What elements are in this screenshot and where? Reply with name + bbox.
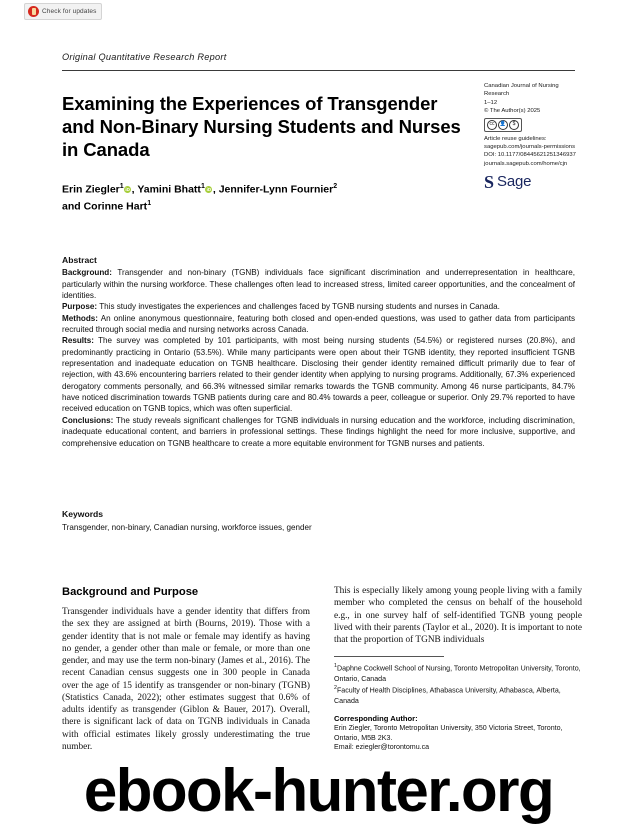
running-head: Original Quantitative Research Report (62, 52, 227, 62)
author-name-4: Corinne Hart (83, 200, 148, 213)
sage-logo (484, 171, 594, 192)
author-name-2: Yamini Bhatt (137, 183, 201, 196)
crossmark-icon (28, 6, 39, 17)
body-paragraph: Transgender individuals have a gender identity that differs from the sex they are assigned at birth (Bourns, 2019). Those with a gender identity that is not male or female may identify as having no gender, a gender other than male or female, or more than one gender, and may use the term non-binary (James et al., 2016). The recent Canadian census suggests one in 300 people in Canada over the age of 15 identify as transgender or non-binary (TGNB) (Statistics Canada, 2022); other estimates suggest that 0.6% of adults identify as transgender (Giblon & Bauer, 2017). Overall, there is significant lack of data on TGNB individuals in Canada with official estimates likely grossly underestimating the true number. (62, 607, 310, 752)
corresponding-author-address: Erin Ziegler, Toronto Metropolitan University, 350 Victoria Street, Toronto, Ontario, M5B 2K3. (334, 723, 563, 742)
abstract-paragraph (62, 335, 575, 414)
corresponding-author-email[interactable]: Email: eziegler@torontomu.ca (334, 743, 430, 752)
affiliation-2-marker: 2 (334, 685, 337, 692)
body-column-right (334, 585, 582, 753)
author-affil-sup-3: 2 (333, 183, 338, 190)
author-name-1: Erin Ziegler (62, 183, 120, 196)
author-name-3: Jennifer-Lynn Fournier (218, 183, 334, 196)
abstract-section-text: Transgender and non-binary (TGNB) individuals face significant discrimination and underrepresentation in healthcare, particularly within the nursing workforce. These challenges often lead to increased stress, limited career opportunities, and the concealment of identities. (62, 268, 575, 301)
check-for-updates-label: Check for updates (42, 8, 97, 15)
sage-wordmark: Sage (497, 172, 532, 190)
reuse-guidelines-link[interactable]: sagepub.com/journals-permissions (484, 143, 576, 150)
author-list (62, 180, 482, 214)
abstract-body (62, 267, 575, 449)
author-separator-1: , (131, 183, 138, 196)
journal-pages: 1–12 (484, 99, 498, 106)
author-conjunction: and (62, 200, 84, 213)
sage-s-mark-icon: S (484, 171, 495, 192)
abstract-paragraph (62, 301, 575, 312)
abstract-section (62, 255, 575, 449)
abstract-section-text: The survey was completed by 101 participants, with most being nursing students (54.5%) or registered nurses (20.8%), and predominantly practicing in Ontario (53.5%). While many participants were open about their TGNB identity, they reported insufficient TGNB representation and inadequate education on TGNB healthcare. Disclosing their gender identity remained difficult primarily due to fear of rejection, with 43.6% encountering barriers related to their gender identity when applying to nursing programs. Additionally, 67.3% experienced derogatory comments personally, and 66.3% witnessed similar remarks towards the TGNB community. Among 46 nurse participants, 84.7% have noticed discrimination towards TGNB patients during care and 80.4% towards a peer, colleague or superior. Only 29.7% reported to have received education on TGNB topics, which was often superficial. (62, 336, 575, 414)
affiliation-1 (334, 662, 582, 684)
reuse-guidelines-label: Article reuse guidelines: (484, 135, 547, 142)
abstract-section-label: Purpose: (62, 302, 98, 312)
author-affil-sup-4: 1 (147, 200, 152, 207)
affiliation-1-text: Daphne Cockwell School of Nursing, Toronto Metropolitan University, Toronto, Ontario, Canada (334, 664, 581, 683)
footnote-divider (334, 656, 444, 657)
abstract-paragraph (62, 415, 575, 449)
author-affil-sup-1: 1 (119, 183, 124, 190)
copyright-line: © The Author(s) 2025 (484, 107, 541, 114)
watermark: ebook-hunter.org (83, 757, 554, 824)
header-divider (62, 70, 575, 71)
cc-nc-icon: $ (509, 120, 519, 130)
corresponding-author-heading: Corresponding Author: (334, 713, 418, 723)
affiliation-2 (334, 684, 582, 706)
affiliation-2-text: Faculty of Health Disciplines, Athabasca University, Athabasca, Alberta, Canada (334, 686, 561, 705)
abstract-section-text: The study reveals significant challenges for TGNB individuals in nursing education and the workforce, including discrimination, inadequate educational content, and barriers in professional settings. These findings highlight the need for more inclusive, supportive, and comprehensive education on TGNB healthcare to create a more equitable environment for TGNB nurses and patients. (62, 415, 575, 448)
abstract-section-text: An online anonymous questionnaire, featuring both closed and open-ended questions, was used to gather data from participants recruited through social media and nursing networks across Canada. (62, 313, 575, 335)
creative-commons-icon (484, 118, 522, 132)
check-for-updates-badge[interactable] (24, 3, 102, 20)
journal-name-line-2: Research (484, 91, 510, 98)
abstract-section-label: Methods: (62, 313, 98, 323)
orcid-icon[interactable] (124, 186, 131, 193)
body-paragraph: This is especially likely among young people living with a family member who completed the census on behalf of the household e.g., in one survey half of self-identified TGNB young people lived with their parents (Taylor et al., 2020). It is important to note that the proportion of TGNB individuals (334, 586, 582, 645)
keywords-heading: Keywords (62, 509, 104, 519)
journal-name-line-1: Canadian Journal of Nursing (484, 83, 559, 89)
journal-home-link[interactable]: journals.sagepub.com/home/cjn (484, 160, 568, 167)
journal-metadata (484, 82, 594, 190)
page-title: Examining the Experiences of Transgender and Non-Binary Nursing Students and Nurses in Canada (62, 93, 461, 161)
abstract-section-label: Background: (62, 268, 112, 278)
keywords-list: Transgender, non-binary, Canadian nursing, workforce issues, gender (62, 522, 312, 532)
affiliation-1-marker: 1 (334, 663, 337, 670)
section-heading-background-and-purpose: Background and Purpose (62, 586, 199, 598)
abstract-section-text: This study investigates the experiences and challenges faced by TGNB nursing students and nurses in Canada. (97, 302, 500, 312)
abstract-section-label: Conclusions: (62, 415, 114, 425)
orcid-icon[interactable] (205, 186, 212, 193)
abstract-paragraph (62, 267, 575, 301)
cc-mark-icon: cc (487, 120, 497, 130)
author-separator-2: , (212, 183, 219, 196)
abstract-section-label: Results: (62, 336, 94, 346)
abstract-paragraph (62, 313, 575, 336)
author-affil-sup-2: 1 (200, 183, 205, 190)
body-column-left (62, 585, 310, 753)
cc-by-icon: 👤 (498, 120, 508, 130)
keywords-section (62, 509, 575, 533)
doi-line[interactable]: DOI: 10.1177/08445621251346937 (484, 152, 576, 159)
abstract-heading: Abstract (62, 255, 97, 265)
